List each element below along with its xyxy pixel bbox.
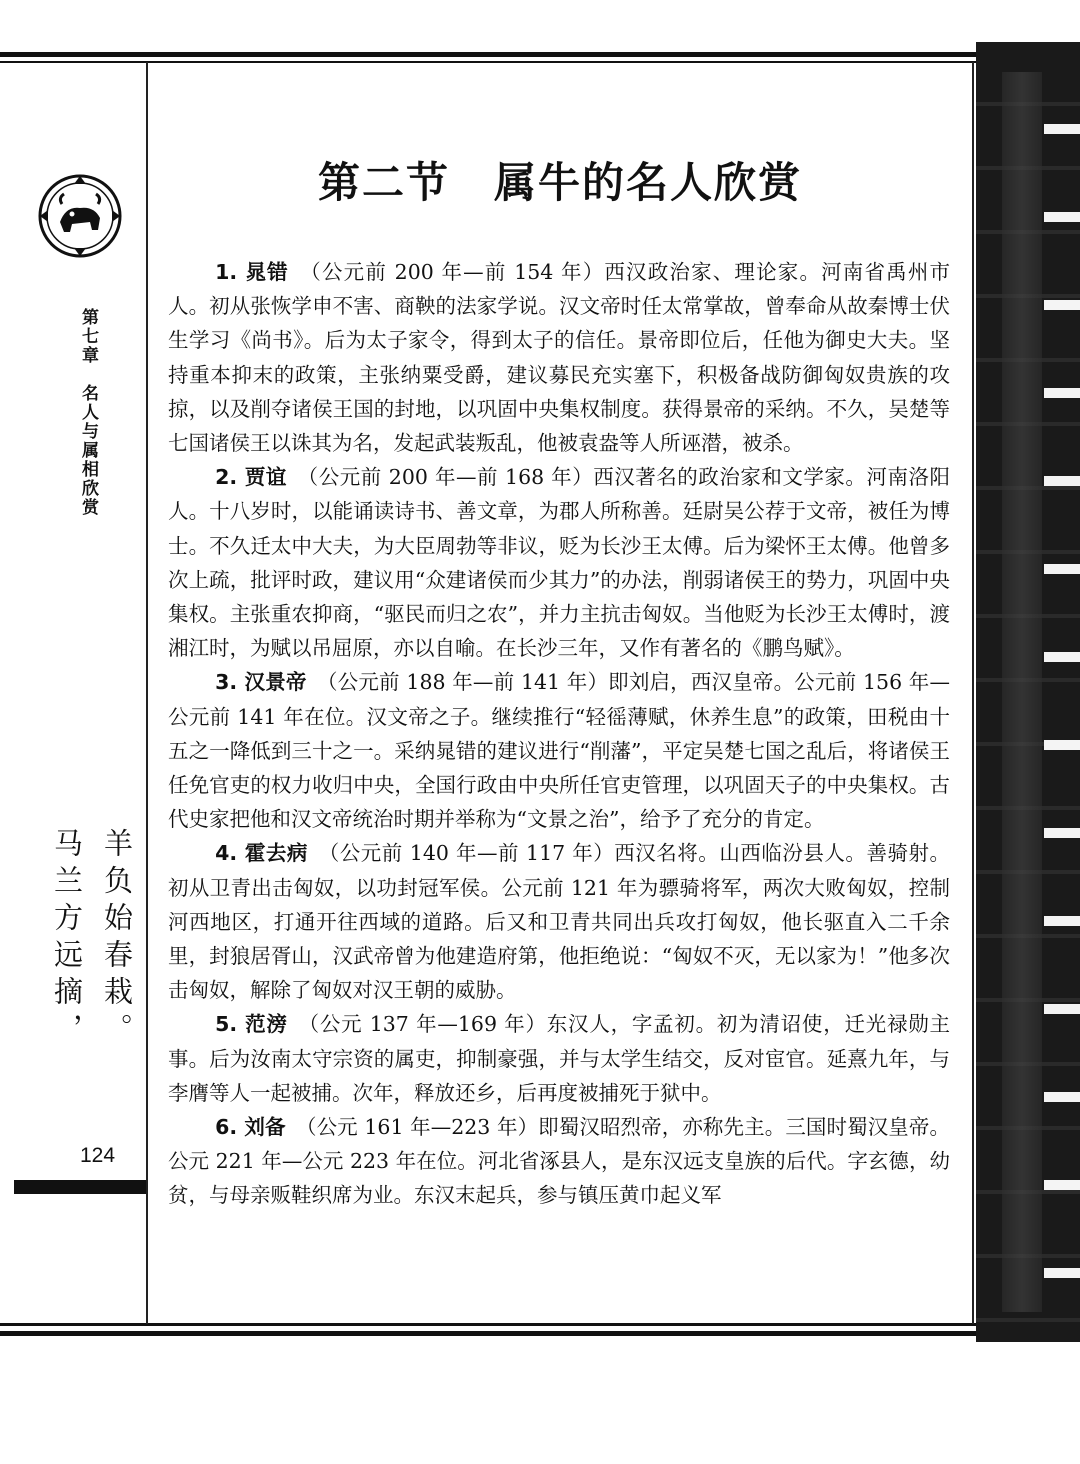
thumb-tab	[1044, 1092, 1080, 1102]
entry-paragraph	[168, 836, 950, 1007]
entry-text: （公元 161 年—223 年）即蜀汉昭烈帝，亦称先主。三国时蜀汉皇帝。公元 221 年—公元 223 年在位。河北省涿县人，是东汉远支皇族的后代。字玄德，幼贫，与母亲贩鞋织席为业。东汉末起兵，参与镇压黄巾起义军	[168, 1115, 950, 1208]
thumb-tab	[1044, 212, 1080, 222]
page-number: 124	[80, 1144, 116, 1167]
thumb-tab	[1044, 916, 1080, 926]
entry-paragraph	[168, 1110, 950, 1213]
entry-name: 2. 贾谊	[215, 465, 287, 490]
thumb-tab	[1044, 1180, 1080, 1190]
entry-paragraph	[168, 255, 950, 460]
section-title: 第二节 属牛的名人欣赏	[317, 158, 802, 207]
bottom-rule	[0, 1331, 978, 1336]
thumb-tab	[1044, 828, 1080, 838]
entry-name: 1. 晁错	[215, 260, 289, 284]
entry-name: 6. 刘备	[215, 1115, 286, 1140]
thumb-tab	[1044, 1268, 1080, 1278]
thumb-tab	[1044, 564, 1080, 574]
entry-text: （公元前 188 年—前 141 年）即刘启，西汉皇帝。公元前 156 年—公元前 141 年在位。汉文帝之子。继续推行“轻徭薄赋，休养生息”的政策，田税由十五之一降低到三十之一。采纳晁错的建议进行“削藩”，平定吴楚七国之乱后，将诸侯王任免官吏的权力收归中央，全国行政由中央所任官吏管理，以巩固天子的中央集权。古代史家把他和汉文帝统治时期并举称为“文景之治”，给予了充分的肯定。	[168, 670, 950, 832]
thumb-tab	[1044, 1004, 1080, 1014]
thumb-tab	[1044, 300, 1080, 310]
page-number-bar	[14, 1180, 146, 1194]
entry-name: 5. 范滂	[215, 1012, 288, 1037]
strip-decoration	[1002, 72, 1042, 1312]
poem-line: 马兰方远摘，	[50, 828, 84, 1050]
entry-text: （公元 137 年—169 年）东汉人，字孟初。初为清诏使，迁光禄勋主事。后为汝南太守宗资的属吏，抑制豪强，并与太学生结交，反对宦官。延熹九年，与李膺等人一起被捕。次年，释放还乡，后再度被捕死于狱中。	[168, 1012, 950, 1105]
margin-poem	[42, 828, 142, 1050]
margin-divider-right	[972, 62, 974, 1324]
entry-text: （公元前 140 年—前 117 年）西汉名将。山西临汾县人。善骑射。初从卫青出击匈奴，以功封冠军侯。公元前 121 年为骠骑将军，两次大败匈奴，控制河西地区，打通开往西域的道路。后又和卫青共同出兵攻打匈奴，他长驱直入二千余里，封狼居胥山，汉武帝曾为他建造府第，他拒绝说：“匈奴不灭，无以家为！”他多次击匈奴，解除了匈奴对汉王朝的威胁。	[168, 841, 950, 1003]
top-rule	[0, 52, 978, 57]
entry-text: （公元前 200 年—前 154 年）西汉政治家、理论家。河南省禹州市人。初从张恢学申不害、商鞅的法家学说。汉文帝时任太常掌故，曾奉命从故秦博士伏生学习《尚书》。后为太子家令，得到太子的信任。景帝即位后，任他为御史大夫。坚持重本抑末的政策，主张纳粟受爵，建议募民充实塞下，积极备战防御匈奴贵族的攻掠，以及削夺诸侯王国的封地，以巩固中央集权制度。获得景帝的采纳。不久，吴楚等七国诸侯王以诛其为名，发起武装叛乱，他被袁盎等人所诬潜，被杀。	[168, 260, 950, 456]
entry-name: 3. 汉景帝	[215, 670, 307, 695]
entry-paragraph	[168, 1007, 950, 1110]
margin-divider-left	[146, 62, 148, 1324]
ox-emblem-icon	[36, 172, 124, 260]
article-body	[168, 255, 950, 1213]
thumb-tab	[1044, 124, 1080, 134]
poem-line: 羊负始春栽。	[100, 828, 134, 1050]
chapter-label: 第七章 名人与属相欣赏	[78, 308, 98, 517]
entry-text: （公元前 200 年—前 168 年）西汉著名的政治家和文学家。河南洛阳人。十八岁时，以能诵读诗书、善文章，为郡人所称善。廷尉吴公荐于文帝，被任为博士。不久迁太中大夫，为大臣周勃等非议，贬为长沙王太傅。后为梁怀王太傅。他曾多次上疏，批评时政，建议用“众建诸侯而少其力”的办法，削弱诸侯王的势力，巩固中央集权。主张重农抑商，“驱民而归之农”，并力主抗击匈奴。当他贬为长沙王太傅时，渡湘江时，为赋以吊屈原，亦以自喻。在长沙三年，又作有著名的《鹏鸟赋》。	[168, 465, 951, 661]
entry-paragraph	[168, 460, 950, 665]
entry-name: 4. 霍去病	[215, 841, 308, 866]
thumb-tab	[1044, 740, 1080, 750]
entry-paragraph	[168, 665, 950, 836]
thumb-tab	[1044, 652, 1080, 662]
thumb-tab	[1044, 388, 1080, 398]
thumb-tab	[1044, 476, 1080, 486]
page-edge-strip	[976, 42, 1080, 1342]
